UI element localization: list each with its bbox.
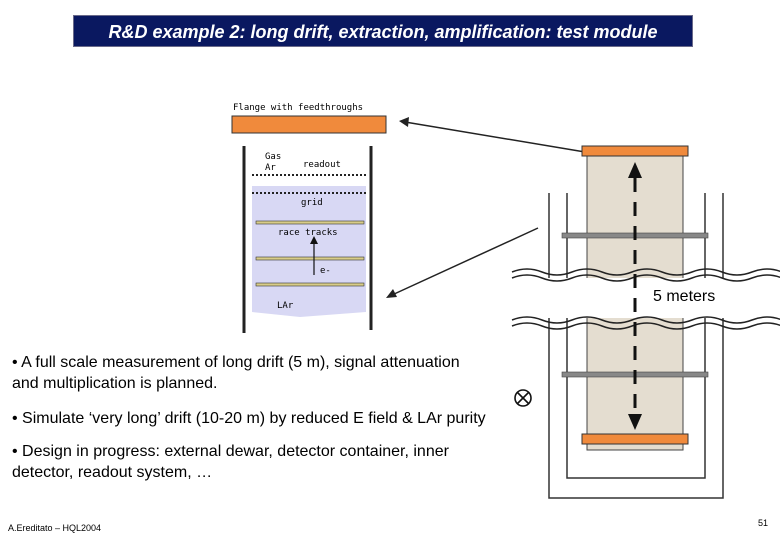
gas-label: Gas xyxy=(265,152,282,162)
page-number: 51 xyxy=(758,518,769,528)
break-band xyxy=(505,278,775,318)
lar-label: LAr xyxy=(277,301,294,311)
pointer-to-flange-head xyxy=(399,117,409,127)
bullet-item: • Simulate ‘very long’ drift (10-20 m) by reduced E field & LAr purity xyxy=(12,410,486,427)
electron-label: e- xyxy=(320,266,331,276)
pointer-to-flange xyxy=(405,122,585,152)
race-track xyxy=(256,221,364,224)
racetracks-label: race tracks xyxy=(278,228,338,238)
flange xyxy=(232,116,386,133)
height-label: 5 meters xyxy=(653,288,716,305)
slide-title: R&D example 2: long drift, extraction, amplification: test module xyxy=(73,15,693,47)
race-track xyxy=(256,283,364,286)
gas-label-ar: Ar xyxy=(265,163,276,173)
flange-label: Flange with feedthroughs xyxy=(233,103,364,113)
bottom-plate xyxy=(582,434,688,444)
readout-label: readout xyxy=(303,160,341,170)
author-footer: A.Ereditato – HQL2004 xyxy=(8,523,102,533)
top-flange xyxy=(582,146,688,156)
grid-label: grid xyxy=(301,198,323,208)
race-track xyxy=(256,257,364,260)
bullet-item: • A full scale measurement of long drift (5 m), signal attenuation and multiplication is planned. xyxy=(12,354,460,392)
bullet-item: • Design in progress: external dewar, detector container, inner detector, readout system, … xyxy=(12,443,449,481)
